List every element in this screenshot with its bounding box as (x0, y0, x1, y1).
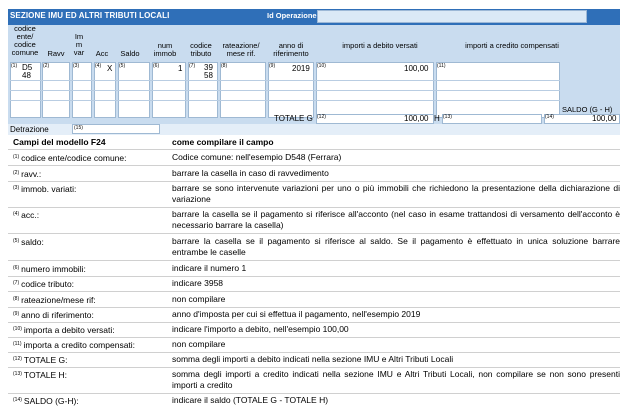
field-instruction: somma degli importi a credito indicati nella sezione IMU e Altri Tributi Locali, non compilare se non sono presenti importi a credito (172, 369, 620, 390)
id-operazione-field[interactable] (317, 10, 587, 23)
field-number: (5) (119, 63, 126, 69)
field-number: (2) (13, 170, 20, 176)
importo-debito-value: 100,00 (404, 64, 429, 73)
col-anno: anno di riferimento (273, 41, 309, 58)
row-divider (8, 291, 620, 292)
field-number: (11) (13, 341, 22, 347)
saldo-value: 100,00 (592, 114, 617, 123)
row-divider (8, 207, 620, 208)
field-name: saldo: (21, 237, 44, 247)
detrazione-label: Detrazione (10, 125, 49, 134)
field-instruction: indicare 3958 (172, 278, 224, 288)
id-operazione-label: Id Operazione (267, 11, 317, 20)
acc-value: X (107, 64, 113, 73)
field-name: rateazione/mese rif: (21, 295, 96, 305)
field-number: (2) (43, 63, 50, 69)
row-divider (8, 307, 620, 308)
col-rateazione: rateazione/ mese rif. (222, 41, 260, 58)
field-instruction: barrare la casella se il pagamento si riferisce all'acconto (nel caso in esame trattandosi di versamento dell'acconto è necessario barrare la casella) (172, 209, 620, 230)
anno-value: 2019 (292, 64, 310, 73)
field-name: codice tributo: (21, 279, 75, 289)
field-number: (10) (13, 326, 22, 332)
field-number: (3) (73, 63, 80, 69)
totale-g-label: TOTALE G (274, 114, 313, 123)
field-instruction: barrare la casella in caso di ravvedimento (172, 168, 329, 178)
field-name: anno di riferimento: (21, 310, 94, 320)
field-instruction: indicare il saldo (TOTALE G - TOTALE H) (172, 395, 329, 405)
field-number: (13) (13, 371, 22, 377)
field-number: (6) (13, 265, 20, 271)
row-divider (8, 322, 620, 323)
field-name: codice ente/codice comune: (21, 153, 127, 163)
totale-g-value: 100,00 (404, 114, 429, 123)
field-number: (7) (13, 280, 20, 286)
field-instruction: somma degli importi a debito indicati nella sezione IMU e Altri Tributi Locali (172, 354, 454, 364)
field-name: importa a debito versati: (23, 325, 115, 335)
field-name: TOTALE G: (23, 355, 68, 365)
field-instruction: non compilare (172, 339, 226, 349)
row-divider (10, 90, 560, 91)
field-number: (8) (221, 63, 228, 69)
codice-tributo-value: 3958 (204, 63, 213, 80)
row-divider (8, 233, 620, 234)
field-instruction: barrare se sono intervenute variazioni per uno o più immobili che richiedono la presentazione della dichiarazione di variazione (172, 183, 620, 204)
totale-h-label: H (434, 114, 440, 123)
codice-ente-value: D548 (22, 63, 33, 80)
field-name: immob. variati: (21, 184, 77, 194)
row-divider (8, 260, 620, 261)
col-num-immob: num immob (153, 41, 177, 58)
field-name: SALDO (G-H): (23, 396, 79, 406)
field-number: (4) (13, 211, 20, 217)
row-divider (8, 367, 620, 368)
field-number: (12) (317, 114, 326, 120)
row-divider (10, 80, 560, 81)
field-number: (13) (443, 114, 452, 120)
row-divider (8, 337, 620, 338)
field-number: (15) (74, 125, 83, 131)
col-saldo: Saldo (120, 49, 140, 58)
col-codice-ente: codice ente/ codice comune (11, 24, 39, 57)
field-instruction: indicare il numero 1 (172, 263, 247, 273)
field-number: (11) (437, 63, 446, 69)
row-divider (8, 393, 620, 394)
row-divider (8, 149, 620, 150)
field-instruction: non compilare (172, 294, 226, 304)
col-ravv: Ravv (47, 49, 65, 58)
field-number: (1) (11, 63, 18, 69)
row-divider (8, 276, 620, 277)
col-importi-credito: importi a credito compensati (465, 41, 559, 50)
field-instruction: indicare l'importo a debito, nell'esempio 100,00 (172, 324, 349, 334)
saldo-gh-label: SALDO (G - H) (562, 105, 613, 114)
f24-panel (8, 25, 620, 124)
field-name: numero immobili: (21, 264, 86, 274)
row-divider (8, 181, 620, 182)
col-left-header: Campi del modello F24 (13, 137, 106, 147)
field-number: (8) (13, 296, 20, 302)
field-number: (14) (545, 114, 554, 120)
row-divider (10, 100, 560, 101)
field-number: (1) (13, 154, 20, 160)
field-number: (3) (13, 185, 20, 191)
field-number: (10) (317, 63, 326, 69)
field-number: (14) (13, 397, 22, 403)
col-acc: Acc (95, 49, 109, 58)
num-immob-value: 1 (178, 64, 183, 73)
detrazione-field[interactable] (72, 124, 160, 134)
row-divider (8, 352, 620, 353)
field-name: ravv.: (21, 169, 42, 179)
field-instruction: barrare la casella se il pagamento si riferisce al saldo. Se il pagamento è effettuato in unica soluzione barrare entrambe le caselle (172, 236, 620, 257)
field-instruction: anno d'imposta per cui si effettua il pagamento, nell'esempio 2019 (172, 309, 421, 319)
field-name: importa a credito compensati: (23, 340, 136, 350)
section-title: SEZIONE IMU ED ALTRI TRIBUTI LOCALI (10, 11, 170, 20)
col-codice-tributo: codice tributo (190, 41, 212, 58)
field-name: acc.: (21, 210, 40, 220)
col-right-header: come compilare il campo (172, 137, 274, 147)
field-number: (9) (269, 63, 276, 69)
field-number: (5) (13, 238, 20, 244)
row-divider (8, 165, 620, 166)
field-number: (7) (189, 63, 196, 69)
field-number: (6) (153, 63, 160, 69)
field-name: TOTALE H: (23, 370, 68, 380)
field-instruction: Codice comune: nell'esempio D548 (Ferrara) (172, 152, 342, 162)
col-imm-var: Im m var (73, 32, 85, 57)
field-number: (4) (95, 63, 102, 69)
totale-h-field[interactable] (442, 114, 542, 124)
col-importi-debito: importi a debito versati (342, 41, 418, 50)
field-number: (9) (13, 311, 20, 317)
field-number: (12) (13, 356, 22, 362)
